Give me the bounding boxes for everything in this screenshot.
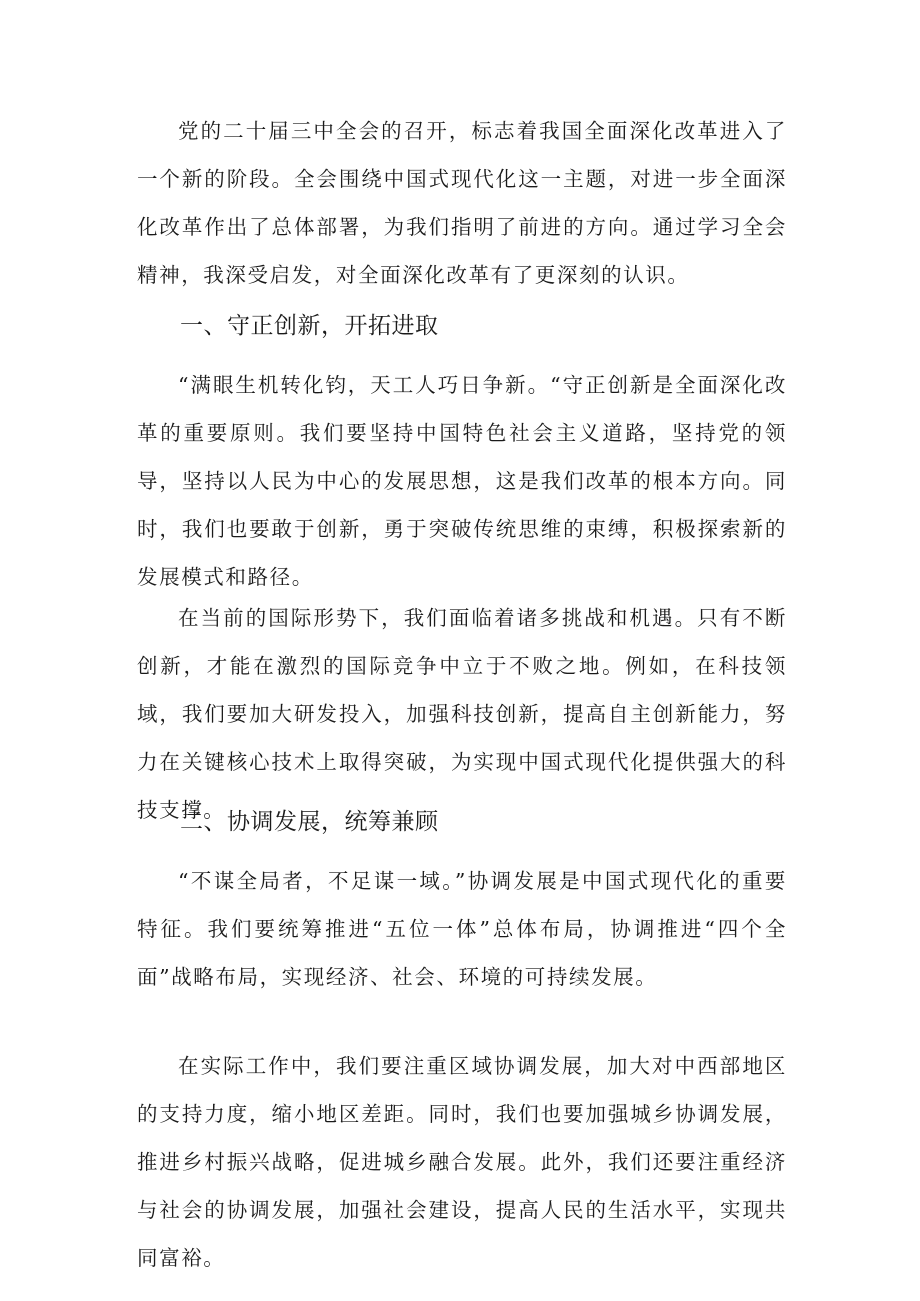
section-1-heading: 一、守正创新，开拓进取: [180, 313, 439, 339]
section-1-paragraph-2: 在当前的国际形势下，我们面临着诸多挑战和机遇。只有不断创新，才能在激烈的国际竞争中立于不败之地。例如，在科技领域，我们要加大研发投入，加强科技创新，提高自主创新能力，努力在关键核心技术上取得突破，为实现中国式现代化提供强大的科技支撑。: [137, 606, 787, 822]
section-2-heading: 二、协调发展，统筹兼顾: [180, 809, 439, 835]
section-1-paragraph-1: “满眼生机转化钧，天工人巧日争新。“守正创新是全面深化改革的重要原则。我们要坚持中国特色社会主义道路，坚持党的领导，坚持以人民为中心的发展思想，这是我们改革的根本方向。同时，我们也要敢于创新，勇于突破传统思维的束缚，积极探索新的发展模式和路径。: [137, 373, 787, 589]
section-2-paragraph-2: 在实际工作中，我们要注重区域协调发展，加大对中西部地区的支持力度，缩小地区差距。同时，我们也要加强城乡协调发展，推进乡村振兴战略，促进城乡融合发展。此外，我们还要注重经济与社会的协调发展，加强社会建设，提高人民的生活水平，实现共同富裕。: [137, 1054, 787, 1270]
intro-paragraph: 党的二十届三中全会的召开，标志着我国全面深化改革进入了一个新的阶段。全会围绕中国式现代化这一主题，对进一步全面深化改革作出了总体部署，为我们指明了前进的方向。通过学习全会精神，我深受启发，对全面深化改革有了更深刻的认识。: [137, 119, 787, 287]
section-2-paragraph-1: “不谋全局者，不足谋一域。”协调发展是中国式现代化的重要特征。我们要统筹推进“五位一体”总体布局，协调推进“四个全面”战略布局，实现经济、社会、环境的可持续发展。: [137, 869, 787, 989]
